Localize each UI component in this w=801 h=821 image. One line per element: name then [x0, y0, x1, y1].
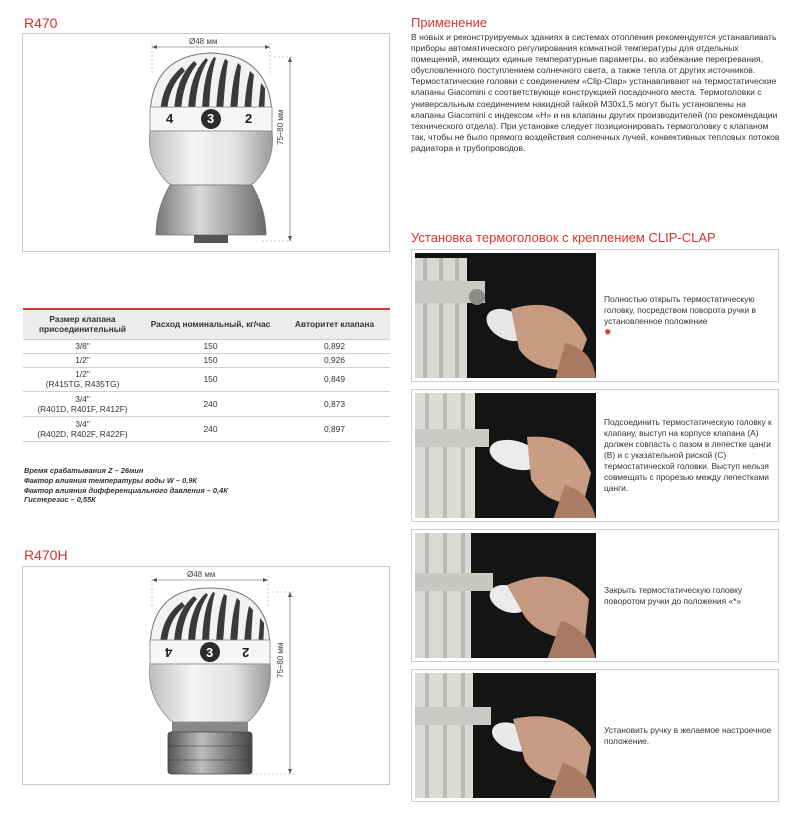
thermostat-drawing-r470 — [22, 33, 390, 252]
cell-flow: 150 — [203, 355, 218, 365]
application-title: Применение — [411, 15, 488, 30]
table-row — [23, 416, 390, 441]
install-step-description: Полностью открыть термостатическую головку, посредством поворота ручки в установленное положение — [604, 293, 757, 326]
height-dimension-r470h: 75÷80 мм — [276, 642, 285, 678]
note-differential-pressure: Фактор влияния дифференциального давления – 0,4К — [24, 485, 228, 495]
dial-number-2-r470h: 2 — [242, 645, 250, 660]
install-step-description: Закрыть термостатическую головку поворотом ручки до положения «*» — [604, 584, 743, 606]
cell-authority: 0,892 — [324, 341, 345, 351]
table-row — [23, 391, 390, 416]
cell-flow: 150 — [203, 374, 218, 384]
install-photo-4 — [415, 673, 596, 798]
application-text — [411, 32, 780, 154]
technical-notes — [24, 466, 324, 505]
install-photo-1 — [415, 253, 596, 378]
cell-flow: 240 — [203, 423, 218, 434]
cell-size-value: 1/2" — [75, 369, 90, 379]
installation-title: Установка термоголовок с креплением CLIP-CLAP — [411, 230, 716, 245]
table-row — [23, 367, 390, 391]
cell-size-models: (R401D, R401F, R412F) — [37, 403, 128, 414]
radiator-hand-photo-4 — [415, 673, 596, 798]
cell-size-models: (R402D, R402F, R422F) — [37, 428, 128, 439]
model-title-r470h: R470H — [24, 547, 68, 563]
cell-authority: 0,926 — [324, 355, 345, 365]
cell-authority: 0,873 — [324, 398, 345, 409]
install-photo-3 — [415, 533, 596, 658]
height-dimension-r470: 75÷80 мм — [276, 109, 285, 145]
cell-size-value: 3/4" — [75, 418, 90, 429]
cell-authority: 0,849 — [324, 374, 345, 384]
sun-icon: ✹ — [604, 326, 612, 337]
radiator-hand-photo-3 — [415, 533, 596, 658]
radiator-hand-photo-1 — [415, 253, 596, 378]
header-nominal-flow: Расход номинальный, кг/час — [142, 309, 279, 339]
install-step-text-3 — [604, 530, 772, 661]
cell-size: 3/8" — [75, 341, 90, 351]
dial-number-2-r470: 2 — [245, 111, 253, 126]
note-hysteresis: Гистерезис – 0,55К — [24, 495, 96, 505]
header-valve-size: Размер клапана присоединительный — [23, 309, 142, 339]
install-step-4 — [411, 669, 779, 802]
cell-flow: 150 — [203, 341, 218, 351]
note-water-temperature: Фактор влияния температуры воды W – 0,9К — [24, 475, 197, 485]
table-row — [23, 353, 390, 367]
install-step-description: Установить ручку в желаемое настроечное положение. — [604, 724, 772, 746]
dial-number-3-r470: 3 — [207, 111, 215, 126]
dial-number-4-r470: 4 — [166, 111, 174, 126]
application-paragraph-1: В новых и реконструируемых зданиях в системах отопления рекомендуется устанавливать приборы автоматического регулирования комнатной температуры для отдельных помещений, имеющих единые температурные параметры, во избежание перегревания, обусловленного поступлением солнечного света, а также тепла от других источников. — [411, 32, 777, 76]
cell-size-models: (R415TG, R435TG) — [45, 379, 120, 389]
specs-table — [23, 308, 390, 442]
install-step-2 — [411, 389, 779, 522]
cell-size-value: 3/4" — [75, 393, 90, 404]
width-dimension-r470h: Ø48 мм — [187, 570, 216, 579]
install-step-3 — [411, 529, 779, 662]
thermostat-drawing-r470h — [22, 566, 390, 785]
dial-number-4-r470h: 4 — [165, 645, 173, 660]
cell-flow: 240 — [203, 398, 218, 409]
radiator-hand-photo-2 — [415, 393, 596, 518]
width-dimension-r470: Ø48 мм — [189, 37, 218, 46]
header-valve-authority: Авторитет клапана — [279, 309, 390, 339]
install-step-text-4 — [604, 670, 772, 801]
cell-size — [23, 367, 142, 391]
cell-size — [23, 416, 142, 441]
cell-authority: 0,897 — [324, 423, 345, 434]
install-step-text-2 — [604, 390, 772, 521]
cell-size: 1/2" — [75, 355, 90, 365]
cell-size — [23, 391, 142, 416]
table-row — [23, 339, 390, 353]
note-response-time: Время срабатывания Z – 26мин — [24, 466, 144, 475]
dial-number-3-r470h: 3 — [206, 645, 214, 660]
model-title-r470: R470 — [24, 15, 58, 31]
install-step-description: Подсоединить термостатическую головку к клапану, выступ на корпусе клапана (А) должен совпасть с пазом в лепестке цанги (В) и с указательной риской (С) термостатической головки. Выступ нельзя совмещать с прорезью между лепестками цанги. — [604, 417, 772, 493]
install-step-1 — [411, 249, 779, 382]
install-photo-2 — [415, 393, 596, 518]
application-paragraph-2: Термостатические головки с соединением «Clip-Clap» устанавливают на термостатические клапаны Giacomini с соответствующе конструкцией посадочного места. Термоголовки с универсальным соединением накидной гайкой М30х1,5 могут быть установлены на клапаны Giacomini с индексом «H» и на клапаны других производителей (по рекомендации технического отдела). При установке следует позиционировать термоголовку с клапаном так, чтобы не было прямого воздействия солнечных лучей, конвективных тепловых потоков радиатора и трубопроводов. — [411, 76, 780, 153]
install-step-text-1 — [604, 250, 772, 381]
